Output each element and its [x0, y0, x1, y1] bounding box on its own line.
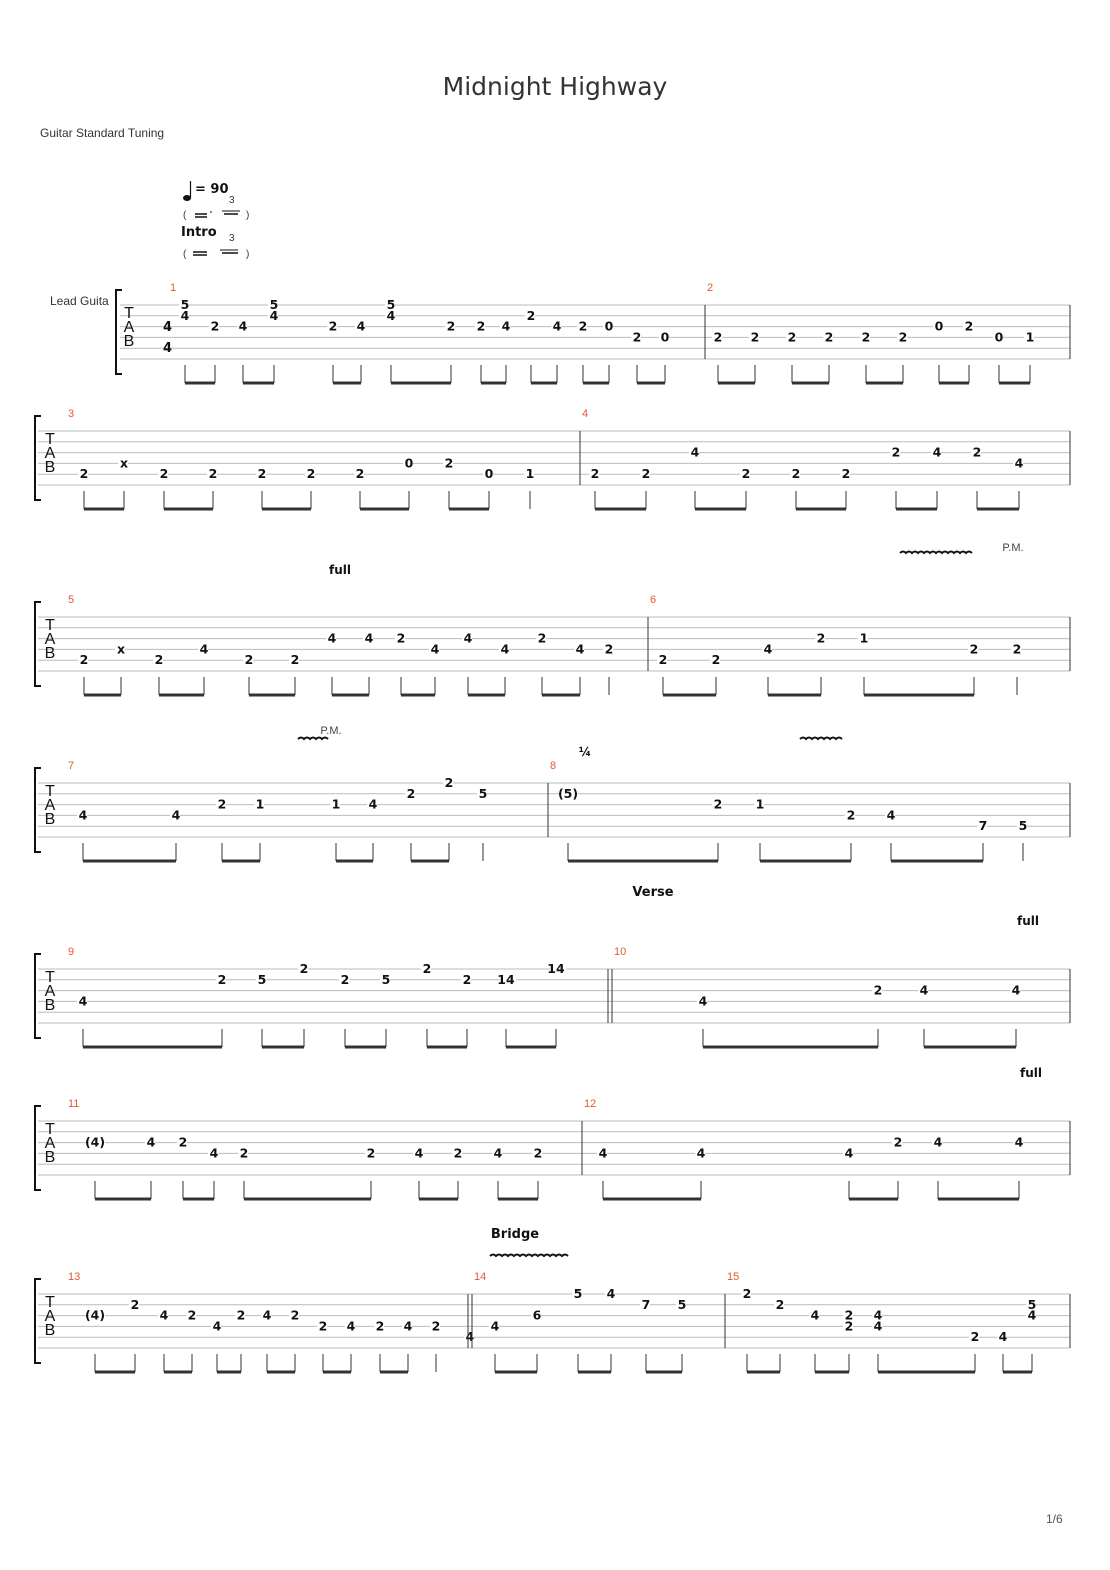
fret-number: 2: [290, 1307, 300, 1323]
fret-number: 2: [208, 466, 218, 482]
fret-number: 2: [898, 329, 908, 345]
measure-number: 15: [727, 1271, 740, 1283]
staves: [35, 282, 1070, 1372]
bend-label: ¼: [578, 745, 592, 759]
fret-number: 1: [331, 796, 341, 812]
fret-number: 2: [444, 775, 454, 790]
fret-number: 2: [366, 1145, 376, 1161]
tab-clef-letter: T: [45, 1121, 55, 1138]
section-label-bridge: Bridge: [490, 1227, 540, 1242]
fret-number: 4: [500, 641, 510, 657]
measure-number: 8: [550, 760, 557, 772]
fret-number: 4: [933, 1134, 943, 1150]
system-bracket: [116, 290, 122, 374]
time-sig-top: 4: [163, 320, 173, 335]
fret-number: 2: [79, 466, 89, 482]
fret-number: 2: [355, 466, 365, 482]
fret-number: 4: [1014, 1134, 1024, 1150]
tab-system: [116, 282, 1070, 383]
fret-number: 4: [146, 1134, 156, 1150]
fret-number: 5: [573, 1286, 583, 1301]
fret-number: 2: [178, 1134, 188, 1150]
fret-number: 4: [690, 444, 700, 460]
track-name: Lead Guita: [50, 294, 109, 308]
tab-system: [35, 1098, 1070, 1199]
fret-number: 2: [79, 652, 89, 668]
fret-number: 7: [978, 818, 988, 834]
fret-number: 4: [1014, 455, 1024, 471]
vibrato-icon: [490, 1255, 568, 1257]
fret-number: 2: [526, 307, 536, 323]
swing-rhythm-icon-2: [193, 250, 238, 255]
fret-number: 2: [713, 796, 723, 812]
fret-number: 14: [547, 961, 565, 976]
svg-text:3: 3: [229, 233, 235, 244]
measure-number: 11: [68, 1098, 80, 1110]
tab-system: [35, 885, 1070, 1047]
fret-number: 2: [791, 466, 801, 482]
fret-number: 2: [318, 1318, 328, 1334]
tab-clef-letter: B: [44, 459, 56, 476]
fret-number: 2: [658, 652, 668, 668]
fret-number: 0: [484, 466, 494, 482]
bend-label: full: [1020, 1066, 1042, 1080]
fret-number: (5): [557, 785, 579, 801]
fret-number: 4: [78, 807, 88, 823]
measure-number: 13: [68, 1271, 81, 1283]
svg-text:): ): [246, 210, 250, 221]
fret-number: 4: [810, 1307, 820, 1323]
fret-number: 2: [431, 1318, 441, 1334]
measure-number: 4: [582, 408, 589, 420]
vibrato-icon: [800, 738, 842, 740]
fret-number: 2: [340, 971, 350, 987]
fret-number: 5: [269, 297, 279, 312]
tab-clef-letter: A: [44, 1135, 56, 1152]
tab-clef-letter: T: [124, 305, 134, 322]
fret-number: 2: [537, 630, 547, 646]
tab-system: [35, 1227, 1070, 1372]
tuning-label: Guitar Standard Tuning: [40, 126, 165, 140]
fret-number: 5: [478, 785, 488, 801]
fret-number: 4: [998, 1329, 1008, 1345]
tuplet-number: 3: [229, 195, 235, 206]
vibrato-icon: [900, 552, 972, 554]
fret-number: 2: [446, 318, 456, 334]
measure-number: 14: [474, 1271, 487, 1283]
fret-number: 4: [873, 1318, 883, 1334]
fret-number: 4: [238, 318, 248, 334]
tab-clef-letter: A: [44, 797, 56, 814]
fret-number: 4: [209, 1145, 219, 1161]
fret-number: 0: [934, 318, 944, 334]
measure-number: 3: [68, 408, 75, 420]
tab-system: [35, 594, 1070, 695]
fret-number: 4: [403, 1318, 413, 1334]
tab-system: [35, 760, 1070, 861]
fret-number: 4: [1027, 1307, 1037, 1323]
fret-number: 4: [180, 307, 190, 323]
swing-rhythm-icon: [195, 211, 240, 217]
fret-number: 4: [886, 807, 896, 823]
tab-clef-letter: A: [44, 1308, 56, 1325]
fret-number: 2: [891, 444, 901, 460]
fret-number: 4: [598, 1145, 608, 1161]
fret-number: 2: [187, 1307, 197, 1323]
fret-number: 2: [970, 1329, 980, 1345]
fret-number: 4: [552, 318, 562, 334]
tab-clef-letter: T: [45, 431, 55, 448]
measure-number: 12: [584, 1098, 597, 1110]
fret-number: 4: [606, 1286, 616, 1301]
fret-number: 0: [994, 329, 1004, 345]
fret-number: 2: [969, 641, 979, 657]
svg-text:(: (: [183, 210, 187, 221]
vibrato-icon: [298, 738, 328, 740]
fret-number: 4: [763, 641, 773, 657]
fret-number: 2: [775, 1296, 785, 1312]
system-bracket: [35, 954, 41, 1038]
fret-number: 2: [476, 318, 486, 334]
fret-number: 2: [406, 785, 416, 801]
fret-number: 2: [711, 652, 721, 668]
fret-number: 4: [873, 1307, 883, 1323]
tab-clef-letter: B: [44, 1149, 56, 1166]
fret-number: 2: [290, 652, 300, 668]
fret-number: 2: [444, 455, 454, 471]
fret-number: 0: [404, 455, 414, 471]
tempo-marking: [181, 181, 249, 260]
fret-number: 2: [742, 1286, 752, 1301]
fret-number: 5: [381, 971, 391, 987]
fret-number: 4: [1011, 982, 1021, 998]
fret-number: 2: [236, 1307, 246, 1323]
fret-number: 2: [453, 1145, 463, 1161]
fret-number: 1: [1025, 329, 1035, 345]
palm-mute-label: P.M.: [1002, 542, 1024, 554]
fret-number: 2: [964, 318, 974, 334]
fret-number: 2: [741, 466, 751, 482]
fret-number: 2: [210, 318, 220, 334]
fret-number: 2: [604, 641, 614, 657]
fret-number: 4: [368, 796, 378, 812]
tab-system: [35, 408, 1070, 509]
bend-label: full: [329, 563, 351, 577]
fret-number: 2: [375, 1318, 385, 1334]
fret-number: x: [119, 455, 129, 471]
fret-number: 7: [641, 1296, 651, 1312]
system-bracket: [35, 416, 41, 500]
fret-number: 2: [841, 466, 851, 482]
quarter-note-icon: [183, 195, 191, 201]
measure-number: 5: [68, 594, 75, 606]
fret-number: 4: [430, 641, 440, 657]
fret-number: 4: [575, 641, 585, 657]
fret-number: 5: [677, 1296, 687, 1312]
fret-number: 2: [787, 329, 797, 345]
fret-number: 4: [212, 1318, 222, 1334]
fret-number: 2: [328, 318, 338, 334]
fret-number: 5: [1018, 818, 1028, 834]
svg-text:): ): [246, 249, 250, 260]
system-bracket: [35, 768, 41, 852]
tab-clef-letter: B: [44, 1322, 56, 1339]
fret-number: 4: [493, 1145, 503, 1161]
fret-number: 2: [846, 807, 856, 823]
fret-number: 2: [750, 329, 760, 345]
fret-number: 4: [463, 630, 473, 646]
fret-number: 2: [306, 466, 316, 482]
tab-clef-letter: B: [44, 645, 56, 662]
fret-number: 5: [257, 971, 267, 987]
fret-number: 2: [244, 652, 254, 668]
fret-number: 4: [171, 807, 181, 823]
fret-number: 2: [824, 329, 834, 345]
tab-clef-letter: T: [45, 783, 55, 800]
fret-number: 2: [462, 971, 472, 987]
measure-number: 10: [614, 946, 627, 958]
tab-clef-letter: A: [123, 319, 135, 336]
fret-number: 4: [262, 1307, 272, 1323]
fret-number: 2: [217, 796, 227, 812]
tab-clef-letter: A: [44, 631, 56, 648]
measure-number: 7: [68, 760, 75, 772]
fret-number: 4: [932, 444, 942, 460]
fret-number: 5: [180, 297, 190, 312]
fret-number: 5: [386, 297, 396, 312]
tab-clef-letter: T: [45, 617, 55, 634]
fret-number: (4): [84, 1134, 106, 1150]
fret-number: 1: [525, 466, 535, 482]
tab-clef-letter: T: [45, 969, 55, 986]
tab-clef-letter: A: [44, 983, 56, 1000]
fret-number: 4: [844, 1145, 854, 1161]
fret-number: 4: [78, 993, 88, 1009]
fret-number: 1: [859, 630, 869, 646]
fret-number: 2: [578, 318, 588, 334]
fret-number: 4: [269, 307, 279, 323]
fret-number: 2: [217, 971, 227, 987]
fret-number: 2: [239, 1145, 249, 1161]
fret-number: 2: [590, 466, 600, 482]
time-sig-bottom: 4: [163, 341, 173, 356]
fret-number: 2: [257, 466, 267, 482]
fret-number: 4: [465, 1329, 475, 1345]
fret-number: 4: [364, 630, 374, 646]
measure-number: 9: [68, 946, 75, 958]
system-bracket: [35, 602, 41, 686]
fret-number: 2: [893, 1134, 903, 1150]
song-title: Midnight Highway: [442, 72, 668, 101]
fret-number: 2: [632, 329, 642, 345]
fret-number: 4: [386, 307, 396, 323]
fret-number: 4: [490, 1318, 500, 1334]
tab-clef-letter: B: [123, 333, 135, 350]
fret-number: 1: [755, 796, 765, 812]
intro-label: Intro: [181, 225, 217, 240]
fret-number: 2: [641, 466, 651, 482]
fret-number: 14: [497, 971, 515, 987]
fret-number: 2: [159, 466, 169, 482]
fret-number: 6: [532, 1307, 542, 1323]
tempo-value: = 90: [195, 182, 229, 197]
system-bracket: [35, 1106, 41, 1190]
system-bracket: [35, 1279, 41, 1363]
tab-clef-letter: A: [44, 445, 56, 462]
page-number: 1/6: [1046, 1512, 1063, 1526]
fret-number: 2: [844, 1318, 854, 1334]
fret-number: 5: [1027, 1296, 1037, 1312]
fret-number: 4: [199, 641, 209, 657]
section-label-verse: Verse: [632, 885, 674, 900]
fret-number: 1: [255, 796, 265, 812]
fret-number: 4: [327, 630, 337, 646]
palm-mute-label: P.M.: [320, 725, 342, 737]
fret-number: 4: [919, 982, 929, 998]
fret-number: 4: [501, 318, 511, 334]
fret-number: 2: [130, 1296, 140, 1312]
svg-text:(: (: [183, 249, 187, 260]
fret-number: 2: [154, 652, 164, 668]
bend-label: full: [1017, 914, 1039, 928]
fret-number: 2: [299, 961, 309, 976]
measure-number: 6: [650, 594, 657, 606]
tab-clef-letter: T: [45, 1294, 55, 1311]
fret-number: 4: [346, 1318, 356, 1334]
fret-number: 2: [396, 630, 406, 646]
fret-number: 2: [533, 1145, 543, 1161]
fret-number: 4: [356, 318, 366, 334]
fret-number: 2: [873, 982, 883, 998]
measure-number: 1: [170, 282, 177, 294]
fret-number: 0: [604, 318, 614, 334]
fret-number: 0: [660, 329, 670, 345]
fret-number: 2: [713, 329, 723, 345]
fret-number: x: [116, 641, 126, 657]
fret-number: 4: [414, 1145, 424, 1161]
fret-number: 4: [159, 1307, 169, 1323]
tab-clef-letter: B: [44, 811, 56, 828]
fret-number: (4): [84, 1307, 106, 1323]
fret-number: 2: [422, 961, 432, 976]
fret-number: 4: [698, 993, 708, 1009]
fret-number: 4: [696, 1145, 706, 1161]
fret-number: 2: [844, 1307, 854, 1323]
fret-number: 2: [1012, 641, 1022, 657]
tab-clef-letter: B: [44, 997, 56, 1014]
fret-number: 2: [972, 444, 982, 460]
fret-number: 2: [816, 630, 826, 646]
measure-number: 2: [707, 282, 714, 294]
fret-number: 2: [861, 329, 871, 345]
